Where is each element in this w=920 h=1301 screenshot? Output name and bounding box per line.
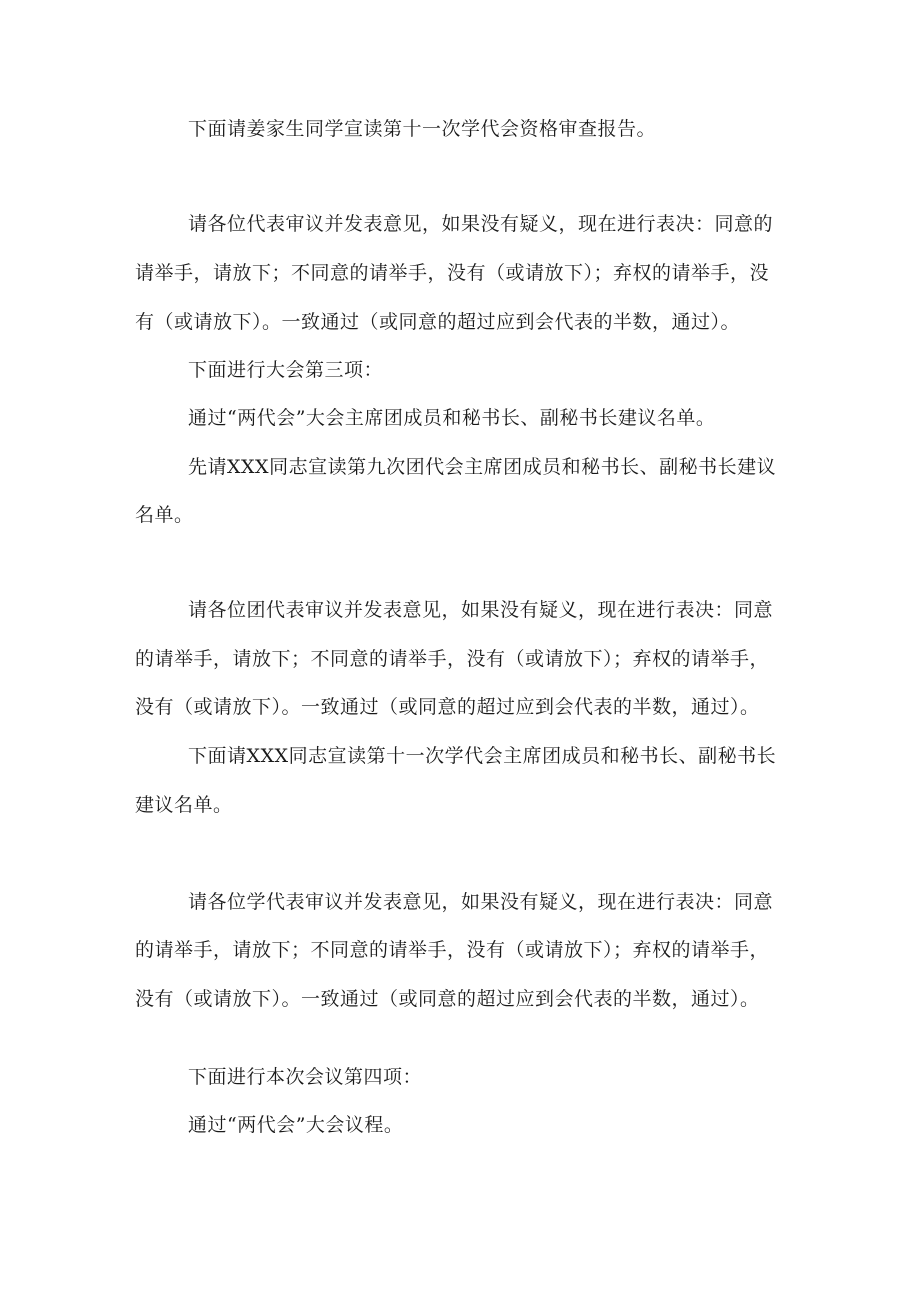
- paragraph-line: 没有（或请放下）。一致通过（或同意的超过应到会代表的半数，通过）。: [135, 696, 760, 718]
- paragraph-line: 请各位学代表审议并发表意见，如果没有疑义，现在进行表决：同意: [188, 891, 774, 913]
- paragraph-line: 通过“两代会”大会议程。: [188, 1114, 404, 1136]
- paragraph-line: 请各位代表审议并发表意见，如果没有疑义，现在进行表决：同意的: [188, 213, 774, 235]
- paragraph-line: 请举手，请放下；不同意的请举手，没有（或请放下）；弃权的请举手，没: [135, 262, 770, 284]
- paragraph-line: 下面进行本次会议第四项：: [188, 1066, 423, 1088]
- paragraph-line: 名单。: [135, 504, 194, 526]
- paragraph-line: 通过“两代会”大会主席团成员和秘书长、副秘书长建议名单。: [188, 407, 716, 429]
- paragraph-line: 下面进行大会第三项：: [188, 359, 384, 381]
- paragraph-line: 有（或请放下）。一致通过（或同意的超过应到会代表的半数，通过）。: [135, 311, 741, 333]
- paragraph-line: 没有（或请放下）。一致通过（或同意的超过应到会代表的半数，通过）。: [135, 988, 760, 1010]
- paragraph-line: 的请举手，请放下；不同意的请举手，没有（或请放下）；弃权的请举手，: [135, 939, 770, 961]
- paragraph-line: 下面请姜家生同学宣读第十一次学代会资格审查报告。: [188, 118, 657, 140]
- paragraph-line: 下面请XXX同志宣读第十一次学代会主席团成员和秘书长、副秘书长: [188, 745, 777, 767]
- paragraph-line: 先请XXX同志宣读第九次团代会主席团成员和秘书长、副秘书长建议: [188, 456, 777, 478]
- paragraph-line: 请各位团代表审议并发表意见，如果没有疑义，现在进行表决：同意: [188, 599, 774, 621]
- paragraph-line: 的请举手，请放下；不同意的请举手，没有（或请放下）；弃权的请举手，: [135, 648, 770, 670]
- paragraph-line: 建议名单。: [135, 794, 233, 816]
